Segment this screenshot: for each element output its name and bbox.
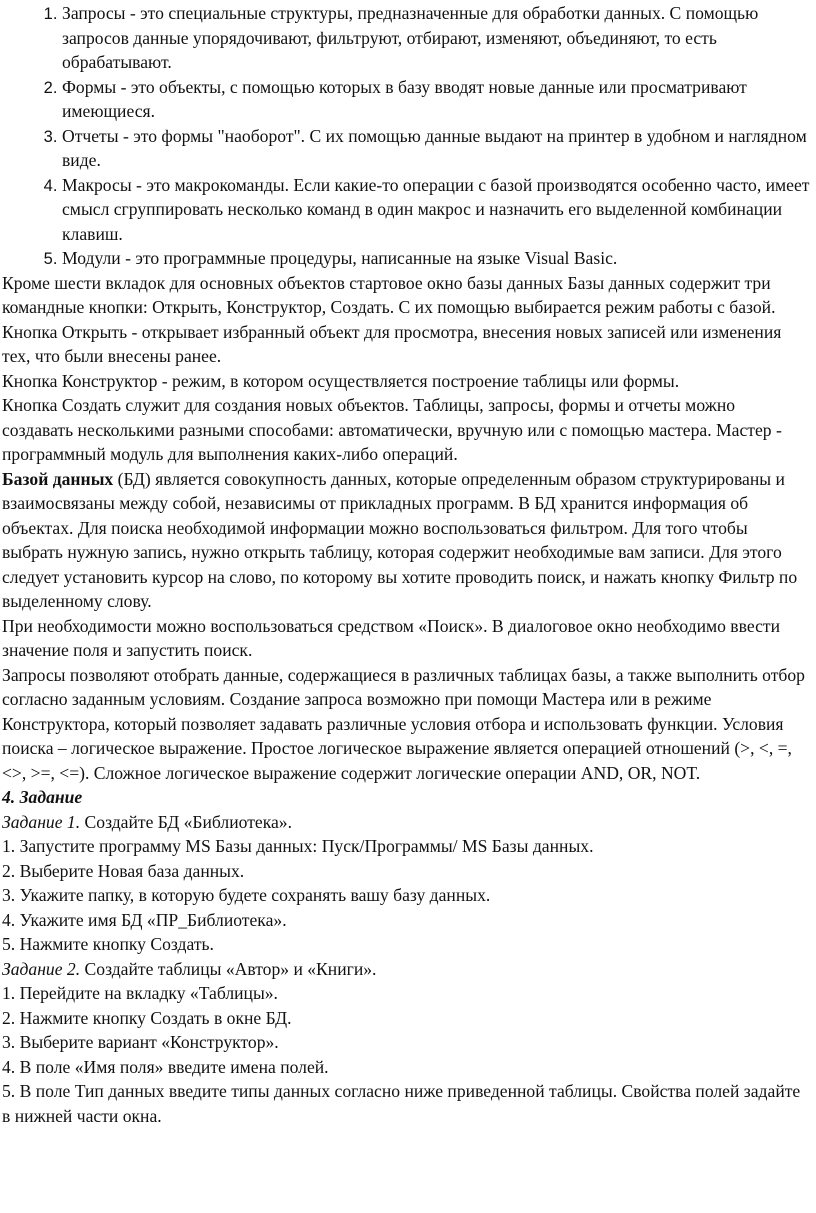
paragraph-database-definition (2, 467, 810, 614)
task1-step: 1. Запустите программу MS Базы данных: Пуск/Программы/ MS Базы данных. (2, 836, 594, 856)
db-objects-list (2, 1, 810, 271)
task1-step: 4. Укажите имя БД «ПР_Библиотека». (2, 909, 287, 930)
task1-label: Задание 1. (2, 811, 81, 832)
paragraph-constructor-button: Кнопка Конструктор - режим, в котором осуществляется построение таблицы или формы. (2, 370, 680, 391)
task2-heading (2, 957, 810, 982)
task2-step: 1. Перейдите на вкладку «Таблицы». (2, 983, 278, 1003)
task1-step: 5. Нажмите кнопку Создать. (2, 934, 214, 954)
paragraph-open-button: Кнопка Открыть - открывает избранный объект для просмотра, внесения новых записей или изменения тех, что были внесены ранее. (2, 321, 782, 366)
paragraph-queries: Запросы позволяют отобрать данные, содержащиеся в различных таблицах базы, а также выполнить отбор согласно заданным условиям. Создание запроса возможно при помощи Мастера или в режиме Конструктора, который позволяет задавать различные условия отбора и использовать функции. Условия поиска – логическое выражение. Простое логическое выражение является операцией отношений (>, <, =, <>, >=, <=). Сложное логическое выражение содержит логические операции AND, OR, NOT. (2, 664, 805, 783)
database-definition-text: (БД) является совокупность данных, которые определенным образом структурированы и взаимосвязаны между собой, независимы от прикладных программ. В БД хранится информация об объектах. Для поиска необходимой информации можно воспользоваться фильтром. Для того чтобы выбрать нужную запись, нужно открыть таблицу, которая содержит необходимые вам записи. Для этого следует установить курсор на слово, по которому вы хотите проводить поиск, и нажать кнопку Фильтр по выделенному слову. (2, 468, 798, 611)
list-item-reports: 3. Отчеты - это формы "наоборот". С их помощью данные выдают на принтер в удобном и наглядном виде. (62, 124, 810, 173)
list-item-forms: 2. Формы - это объекты, с помощью которых в базу вводят новые данные или просматривают имеющиеся. (62, 75, 810, 124)
database-term: Базой данных (2, 468, 114, 489)
task2-step: 5. В поле Тип данных введите типы данных согласно ниже приведенной таблицы. Свойства полей задайте в нижней части окна. (2, 1081, 801, 1126)
task2-step: 2. Нажмите кнопку Создать в окне БД. (2, 1007, 292, 1028)
paragraph-search: При необходимости можно воспользоваться средством «Поиск». В диалоговое окно необходимо ввести значение поля и запустить поиск. (2, 615, 780, 660)
task1-step: 2. Выберите Новая база данных. (2, 860, 245, 881)
task2-label: Задание 2. (2, 958, 81, 979)
list-item-macros: 4. Макросы - это макрокоманды. Если какие-то операции с базой производятся особенно часто, имеет смысл сгруппировать несколько команд в один макрос и назначить его выделенной комбинации клавиш. (62, 173, 810, 247)
section-title: 4. Задание (2, 787, 83, 807)
task2-step: 3. Выберите вариант «Конструктор». (2, 1032, 279, 1052)
list-item-modules: 5. Модули - это программные процедуры, написанные на языке Visual Basic. (62, 246, 810, 271)
list-item-queries: 1. Запросы - это специальные структуры, предназначенные для обработки данных. С помощью запросов данные упорядочивают, фильтруют, отбирают, изменяют, объединяют, то есть обрабатывают. (62, 1, 810, 75)
task2-title: Создайте таблицы «Автор» и «Книги». (80, 958, 377, 979)
task1-heading (2, 810, 810, 835)
paragraph-start-window: Кроме шести вкладок для основных объектов стартовое окно базы данных Базы данных содержит три командные кнопки: Открыть, Конструктор, Создать. С их помощью выбирается режим работы с базой. (2, 272, 776, 317)
task1-title: Создайте БД «Библиотека». (80, 811, 292, 832)
paragraph-create-button: Кнопка Создать служит для создания новых объектов. Таблицы, запросы, формы и отчеты можно создавать несколькими разными способами: автоматически, вручную или с помощью мастера. Мастер - программный модуль для выполнения каких-либо операций. (2, 395, 782, 464)
task1-step: 3. Укажите папку, в которую будете сохранять вашу базу данных. (2, 885, 491, 905)
task2-step: 4. В поле «Имя поля» введите имена полей. (2, 1056, 329, 1077)
